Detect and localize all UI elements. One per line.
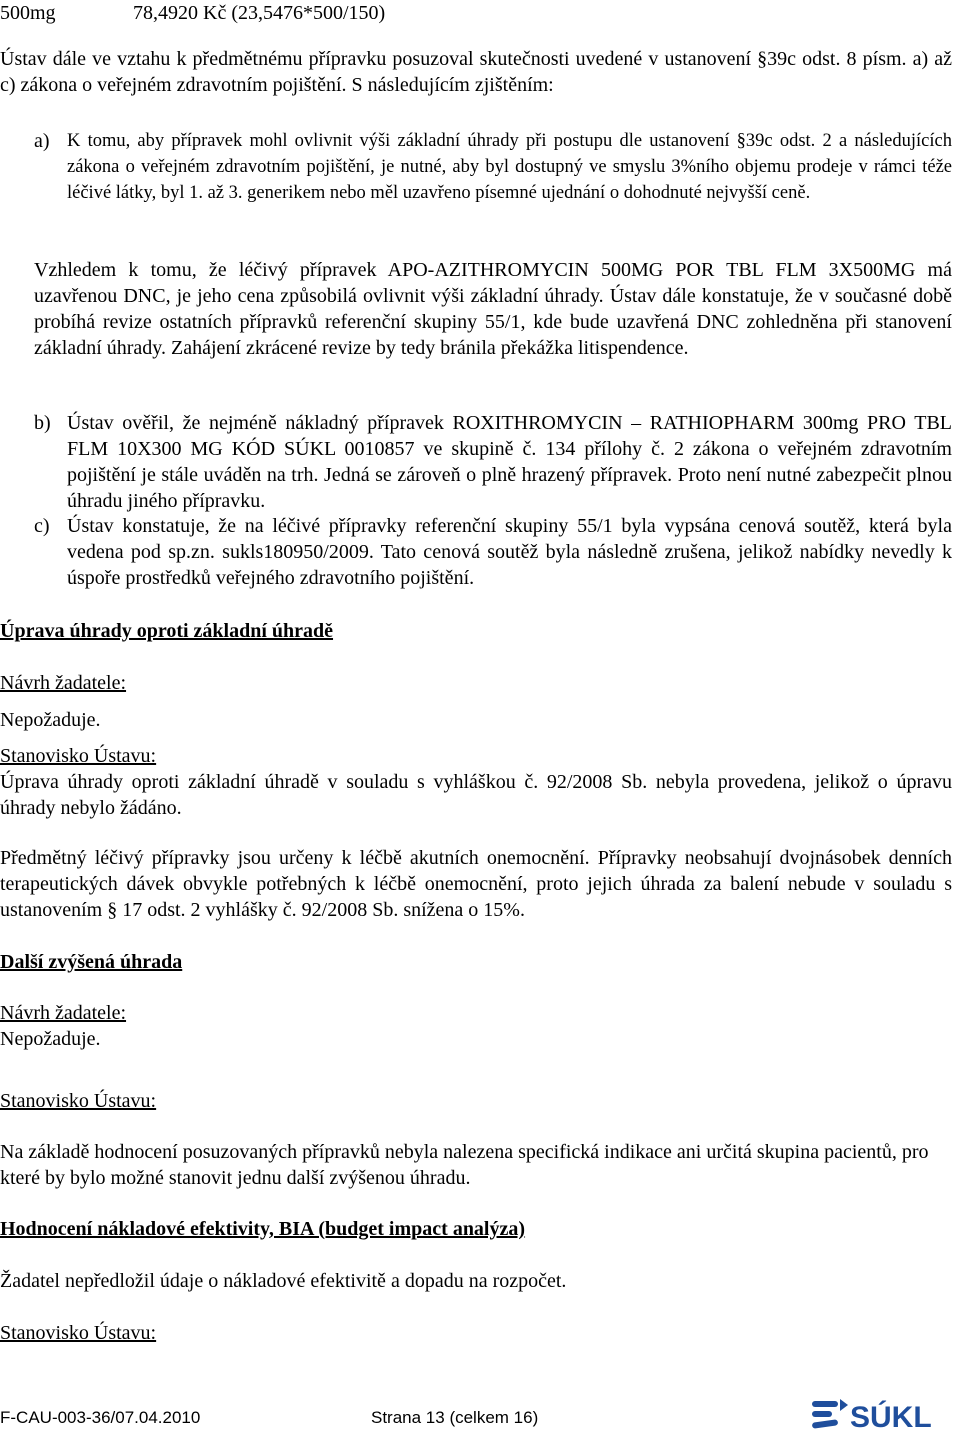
list-item-b [0, 410, 952, 515]
list-marker-b: b) [34, 412, 51, 434]
paragraph-specificka-indikace: Na základě hodnocení posuzovaných přípravků nebyla nalezena specifická indikace ani určitá skupina pacientů, pro které by bylo možné stanovit jednu další zvýšenou úhradu. [0, 1141, 929, 1189]
section-heading-nakladova-efektivita: Hodnocení nákladové efektivity, BIA (budget impact analýza) [0, 1218, 526, 1240]
dose-text: 500mg [0, 2, 56, 24]
nepozaduje-text-2: Nepožaduje. [0, 1028, 101, 1050]
paragraph-uprava-uhrady: Úprava úhrady oproti základní úhradě v souladu s vyhláškou č. 92/2008 Sb. nebyla provedena, jelikož o úpravu úhrady nebylo žádáno. [0, 771, 952, 819]
list-item-c [0, 513, 952, 593]
paragraph-apo-azithromycin: Vzhledem k tomu, že léčivý přípravek APO-AZITHROMYCIN 500MG POR TBL FLM 3X500MG má uzavřenou DNC, je jeho cena způsobilá ovlivnit výši základní úhrady. Ústav dále konstatuje, že v současné době probíhá revize ostatních přípravků referenční skupiny 55/1, kde bude uzavřená DNC zohledněna při stanovení základní úhrady. Zahájení zkrácené revize by tedy bránila překážka litispendence. [34, 259, 952, 359]
paragraph-akutni-onemocneni: Předmětný léčivý přípravky jsou určeny k léčbě akutních onemocnění. Přípravky neobsahují dvojnásobek denních terapeutických dávek obvykle potřebných k léčbě onemocnění, proto jejich úhrada za balení nebude v souladu s ustanovením § 17 odst. 2 vyhlášky č. 92/2008 Sb. snížena o 15%. [0, 847, 952, 921]
footer-page-number: Strana 13 (celkem 16) [371, 1408, 539, 1427]
footer-form-code: F-CAU-003-36/07.04.2010 [0, 1408, 201, 1427]
section-heading-dalsi-zvysena-uhrada: Další zvýšená úhrada [0, 951, 183, 973]
nepozaduje-text: Nepožaduje. [0, 709, 101, 731]
navrh-zadatele-label: Návrh žadatele: [0, 672, 127, 694]
section-heading-uprava-uhrady: Úprava úhrady oproti základní úhradě [0, 620, 334, 642]
list-marker-c: c) [34, 515, 50, 537]
sukl-logo [808, 1395, 958, 1435]
stanovisko-ustavu-label: Stanovisko Ústavu: [0, 745, 157, 767]
paragraph-zadatel-nepredlozil: Žadatel nepředložil údaje o nákladové efektivitě a dopadu na rozpočet. [0, 1270, 567, 1292]
paragraph-intro: Ústav dále ve vztahu k předmětnému přípravku posuzoval skutečnosti uvedené v ustanovení §39c odst. 8 písm. a) až c) zákona o veřejném zdravotním pojištění. S následujícím zjištěním: [0, 48, 952, 96]
stanovisko-ustavu-label-2: Stanovisko Ústavu: [0, 1090, 157, 1112]
list-text-b: Ústav ověřil, že nejméně nákladný přípravek ROXITHROMYCIN – RATHIOPHARM 300mg PRO TBL FLM 10X300 MG KÓD SÚKL 0010857 ve skupině č. 134 přílohy č. 2 zákona o veřejném zdravotním pojištění je stále uváděn na trh. Jedná se zároveň o plně hrazený přípravek. Proto není nutné zabezpečit plnou úhradu jiného přípravku. [67, 412, 952, 512]
list-text-a: K tomu, aby přípravek mohl ovlivnit výši základní úhrady při postupu dle ustanovení §39c odst. 2 a následujících zákona o veřejném zdravotním pojištění, je nutné, aby byl dostupný ve smyslu 3%ního objemu prodeje v rámci téže léčivé látky, byl 1. až 3. generikem nebo měl uzavřeno písemné ujednání o dohodnuté nejvyšší ceně. [67, 131, 952, 203]
list-item-a [0, 128, 952, 238]
navrh-zadatele-label-2: Návrh žadatele: [0, 1002, 127, 1024]
svg-text:SÚKL: SÚKL [850, 1401, 932, 1434]
price-text: 78,4920 Kč (23,5476*500/150) [133, 2, 386, 24]
list-marker-a: a) [34, 130, 50, 152]
sukl-logo-icon [808, 1395, 958, 1435]
stanovisko-ustavu-label-3: Stanovisko Ústavu: [0, 1322, 157, 1344]
list-text-c: Ústav konstatuje, že na léčivé přípravky referenční skupiny 55/1 byla vypsána cenová soutěž, která byla vedena pod sp.zn. sukls180950/2009. Tato cenová soutěž byla následně zrušena, jelikož nabídky nevedly k úspoře prostředků veřejného zdravotního pojištění. [67, 515, 952, 589]
